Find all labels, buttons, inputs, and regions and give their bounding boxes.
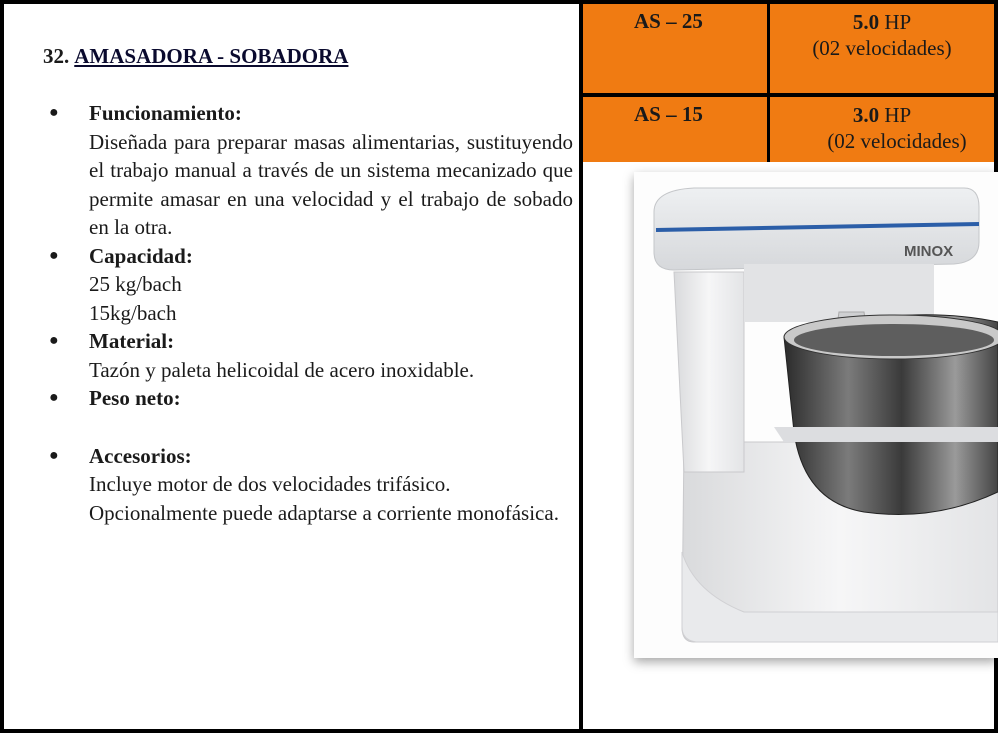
feature-list <box>43 99 573 527</box>
model-cell: AS – 25 <box>583 4 767 93</box>
feature-item-accesorios <box>43 442 573 528</box>
mixer-illustration <box>634 172 998 658</box>
section-name: AMASADORA - SOBADORA <box>74 44 349 68</box>
power-value: 3.0 <box>852 103 880 127</box>
speeds-text: (02 velocidades) <box>812 36 952 60</box>
models-table <box>583 4 994 162</box>
bullet-icon: ● <box>49 246 59 264</box>
model-cell: AS – 15 <box>583 97 767 162</box>
brand-label: MINOX <box>904 243 954 260</box>
feature-label: Capacidad: <box>89 243 193 268</box>
power-value: 5.0 <box>852 10 880 34</box>
mixer-photo <box>634 172 998 658</box>
feature-label: Peso neto: <box>89 386 181 410</box>
spec-cell <box>770 97 994 162</box>
feature-label: Funcionamiento: <box>89 101 242 125</box>
feature-item-capacidad <box>43 242 573 328</box>
feature-text: Opcionalmente puede adaptarse a corriente monofásica. <box>89 500 559 525</box>
power-unit: HP <box>884 10 912 34</box>
power-unit: HP <box>884 103 912 127</box>
feature-label: Material: <box>89 329 175 353</box>
feature-item-funcionamiento <box>43 99 573 242</box>
feature-item-peso <box>43 384 573 413</box>
bullet-icon: ● <box>49 389 59 406</box>
feature-text: Incluye motor de dos velocidades trifásico. <box>89 472 451 496</box>
description-column <box>43 44 573 527</box>
feature-label: Accesorios: <box>89 443 192 468</box>
bullet-icon: ● <box>49 332 59 349</box>
feature-text: 15kg/bach <box>89 300 177 325</box>
feature-item-material <box>43 327 573 384</box>
feature-text: Diseñada para preparar masas alimentarias, sustituyendo el trabajo manual a través de un sistema mecanizado que permite amasar en una velocidad y el trabajo de sobado en la otra. <box>89 129 573 239</box>
bullet-icon: ● <box>49 104 59 121</box>
feature-text: Tazón y paleta helicoidal de acero inoxidable. <box>89 357 475 382</box>
section-title <box>43 44 573 69</box>
speeds-text: (02 velocidades) <box>827 129 967 153</box>
feature-text: 25 kg/bach <box>89 272 182 296</box>
spec-cell <box>770 4 994 93</box>
section-number: 32. <box>43 44 70 68</box>
bullet-icon: ● <box>49 446 59 464</box>
